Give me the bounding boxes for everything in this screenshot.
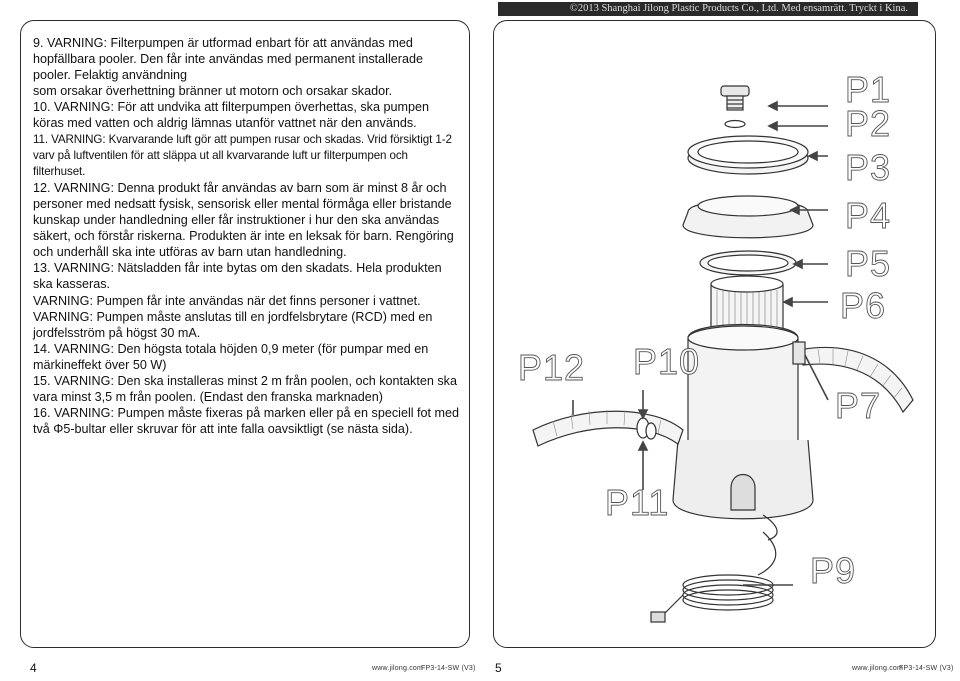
left-hose-part: [533, 410, 683, 446]
callout-p12: P12: [518, 347, 586, 388]
right-footer-code: FP3-14-SW (V3): [899, 665, 954, 672]
callout-p7: P7: [835, 385, 882, 426]
callout-p1: P1: [845, 69, 892, 110]
right-page-number: 5: [495, 661, 502, 675]
o-ring-part: [725, 121, 745, 128]
air-valve-part: [721, 86, 749, 110]
warning-13: 13. VARNING: Nätsladden får inte bytas om den skadats. Hela produkten ska kasseras.: [33, 261, 442, 292]
callout-p4: P4: [845, 195, 892, 236]
power-cord-part: [651, 532, 776, 622]
warning-rcd: VARNING: Pumpen måste anslutas till en jordfelsbrytare (RCD) med en jordfelsström på högst 30 mA.: [33, 309, 433, 340]
warning-14: 14. VARNING: Den högsta totala höjden 0,9 meter (för pumpar med en märkineffekt över 50 W): [33, 341, 429, 372]
locking-ring-part: [688, 136, 808, 174]
warning-12: 12. VARNING: Denna produkt får användas av barn som är minst 8 år och personer med nedsatt fysisk, sensorisk eller mental förmåga eller bristande kunskap under handledning eller får instruktioner i hur den ska användas säkert, och förstår riskerna. Produkten är inte en leksak för barn. Rengöring och underhåll ska inte utföras av barn utan handledning.: [33, 180, 454, 260]
warning-9: 9. VARNING: Filterpumpen är utformad enbart för att användas med hopfällbara pooler. Den får inte användas med permanent installerade pooler. Felaktig användning: [33, 36, 423, 83]
warning-9-continued: som orsakar överhettning bränner ut motorn och orsakar skador.: [33, 84, 393, 99]
filter-cover-part: [683, 196, 813, 238]
left-footer-site: www.jilong.com: [372, 665, 424, 672]
warning-text-block: [33, 35, 463, 437]
right-footer-site: www.jilong.com: [852, 665, 904, 672]
warning-10: 10. VARNING: För att undvika att filterpumpen överhettas, ska pumpen köras med vatten och aldrig lämnas utanför vattnet när den används.: [33, 100, 429, 131]
copyright-notice: ©2013 Shanghai Jilong Plastic Products Co., Ltd. Med ensamrätt. Tryckt i Kina.: [498, 2, 918, 16]
callout-p9: P9: [810, 550, 857, 591]
warning-16: 16. VARNING: Pumpen måste fixeras på marken eller på en speciell fot med två Φ5-bultar eller skruvar för att inte falla oavsiktligt (se nästa sida).: [33, 406, 460, 437]
left-footer-code: FP3-14-SW (V3): [421, 665, 476, 672]
warning-persons-in-water: VARNING: Pumpen får inte användas när det finns personer i vattnet.: [33, 293, 421, 308]
callout-p10: P10: [633, 341, 701, 382]
callout-p11: P11: [605, 482, 670, 523]
warning-11: 11. VARNING: Kvarvarande luft gör att pumpen rusar och skadas. Vrid försiktigt 1-2 varv på luftventilen för att släppa ut all kvarvarande luft ur filterpumpen och filterhuset.: [33, 132, 452, 178]
callout-p3: P3: [845, 147, 892, 188]
callout-p5: P5: [845, 243, 892, 284]
left-page-number: 4: [30, 661, 37, 675]
warning-15: 15. VARNING: Den ska installeras minst 2 m från poolen, och kontakten ska vara minst 3,5 m från poolen. (Endast den franska marknaden): [33, 373, 457, 405]
callout-p6: P6: [840, 285, 887, 326]
callout-p2: P2: [845, 103, 892, 144]
